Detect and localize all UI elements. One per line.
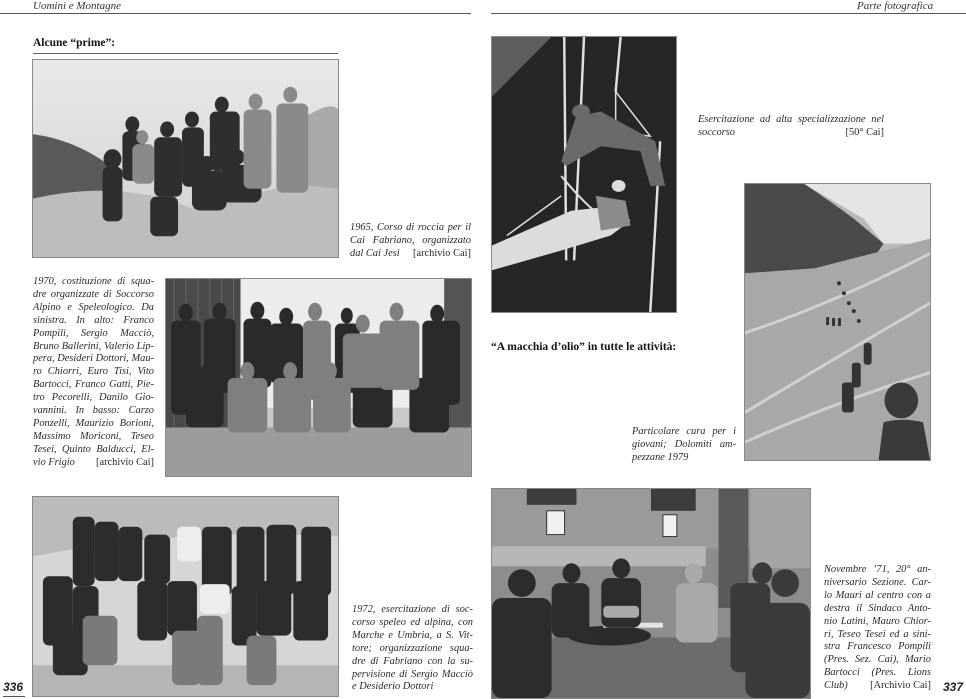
caption-text: vio Frigio bbox=[33, 456, 75, 468]
photo-dolomiti-youth-1979 bbox=[744, 183, 931, 461]
photo-1970-rescue-squads bbox=[165, 278, 472, 477]
caption-line: sinistra. In alto: Franco bbox=[33, 314, 154, 326]
caption-line: Pompili, Sergio Macciò, bbox=[33, 327, 154, 339]
caption-line: Alpino e Speleologico. Da bbox=[33, 301, 154, 313]
caption-line: vannini. In basso: Carzo bbox=[33, 405, 154, 417]
photo-rescue-exercise-rope bbox=[491, 36, 677, 313]
running-head-left: Uomini e Montagne bbox=[33, 0, 121, 12]
caption-line: (Pres. Sez. Cai), Mario bbox=[824, 654, 931, 666]
caption-line: corso speleo ed alpina, con bbox=[352, 616, 473, 628]
running-head-right: Parte fotografica bbox=[857, 0, 934, 12]
caption-line: tore; organizzazione squa- bbox=[352, 642, 473, 654]
caption-line: niversario Sezione. Car- bbox=[824, 576, 931, 588]
caption-text: Club) bbox=[824, 680, 848, 692]
photo-20th-anniversary-1971 bbox=[491, 488, 811, 699]
caption-line bbox=[33, 457, 154, 470]
caption-photo-rescue bbox=[698, 114, 884, 140]
caption-line: tro Pecorelli, Danilo Gio- bbox=[33, 392, 154, 404]
caption-line bbox=[350, 248, 471, 261]
page-number-right: 337 bbox=[943, 680, 964, 694]
caption-text: soccorso bbox=[698, 126, 735, 138]
caption-line: Novembre ’71, 20° an- bbox=[824, 564, 931, 575]
caption-line: ro Chiorri, Euro Tisi, Vito bbox=[33, 366, 154, 378]
caption-line: 1965, Corso di roccia per il bbox=[350, 222, 471, 233]
caption-photo-1965 bbox=[350, 222, 471, 261]
caption-photo-1972 bbox=[352, 604, 473, 694]
header-rule-right bbox=[491, 13, 966, 14]
caption-line: dre di Fabriano con la su- bbox=[352, 655, 473, 667]
caption-photo-anniversary bbox=[824, 564, 931, 693]
section-title-macchia: “A macchia d’olio” in tutte le attività: bbox=[491, 341, 677, 353]
caption-line: Particolare cura per i bbox=[632, 426, 736, 437]
caption-line: Cai Fabriano, organizzato bbox=[350, 234, 471, 246]
caption-line: Marche e Umbria, a S. Vit- bbox=[352, 629, 473, 641]
caption-line: e Desiderio Dottori bbox=[352, 681, 434, 693]
caption-line: nio Latini, Mauro Chior- bbox=[824, 615, 931, 627]
caption-line: giovani; Dolomiti am- bbox=[632, 438, 736, 450]
page-number-rule-left bbox=[3, 696, 25, 697]
photo-1965-climbing-course bbox=[32, 59, 339, 258]
caption-line: lo Mauri al centro con a bbox=[824, 589, 931, 601]
caption-photo-dolomiti bbox=[632, 426, 736, 465]
page-number-left: 336 bbox=[3, 680, 24, 694]
section-title-prime: Alcune “prime”: bbox=[33, 37, 116, 49]
caption-line: 1972, esercitazione di soc- bbox=[352, 604, 473, 615]
caption-line bbox=[824, 680, 931, 693]
caption-text: dal Cai Jesi bbox=[350, 247, 400, 259]
section-rule bbox=[33, 53, 338, 54]
caption-line: pera, Desideri Dottori, Mau- bbox=[33, 353, 154, 365]
caption-photo-1970 bbox=[33, 276, 154, 470]
caption-line: Bartocci (Pres. Lions bbox=[824, 667, 931, 679]
photo-credit: [Archivio Cai] bbox=[870, 680, 931, 692]
caption-line: Esercitazione ad alta specializzazione nel bbox=[698, 114, 884, 125]
caption-line: destra il Sindaco Anto- bbox=[824, 602, 931, 614]
caption-line: pezzane 1979 bbox=[632, 451, 689, 463]
caption-line: Ponzelli, Maurizio Borioni, bbox=[33, 417, 154, 429]
caption-line: ri, Teseo Tesei ed a sini- bbox=[824, 628, 931, 640]
caption-line: Tesei, Quinto Balducci, El- bbox=[33, 443, 154, 455]
caption-line: dre organizzate di Soccorso bbox=[33, 288, 154, 300]
photo-credit: [archivio Cai] bbox=[96, 456, 154, 468]
caption-line: Massimo Moriconi, Teseo bbox=[33, 430, 154, 442]
caption-line: Bartocci, Franco Gatti, Pie- bbox=[33, 379, 154, 391]
caption-line: 1970, costituzione di squa- bbox=[33, 276, 154, 287]
caption-line: pervisione di Sergio Macciò bbox=[352, 668, 473, 680]
photo-credit: [archivio Cai] bbox=[413, 247, 471, 259]
header-rule-left bbox=[0, 13, 471, 14]
photo-1972-rescue-exercise bbox=[32, 496, 339, 697]
photo-credit: [50° Cai] bbox=[845, 126, 884, 138]
caption-line: stra Francesco Pompili bbox=[824, 641, 931, 653]
caption-line: Bruno Ballerini, Valerio Lip- bbox=[33, 340, 154, 352]
caption-line bbox=[698, 127, 884, 140]
